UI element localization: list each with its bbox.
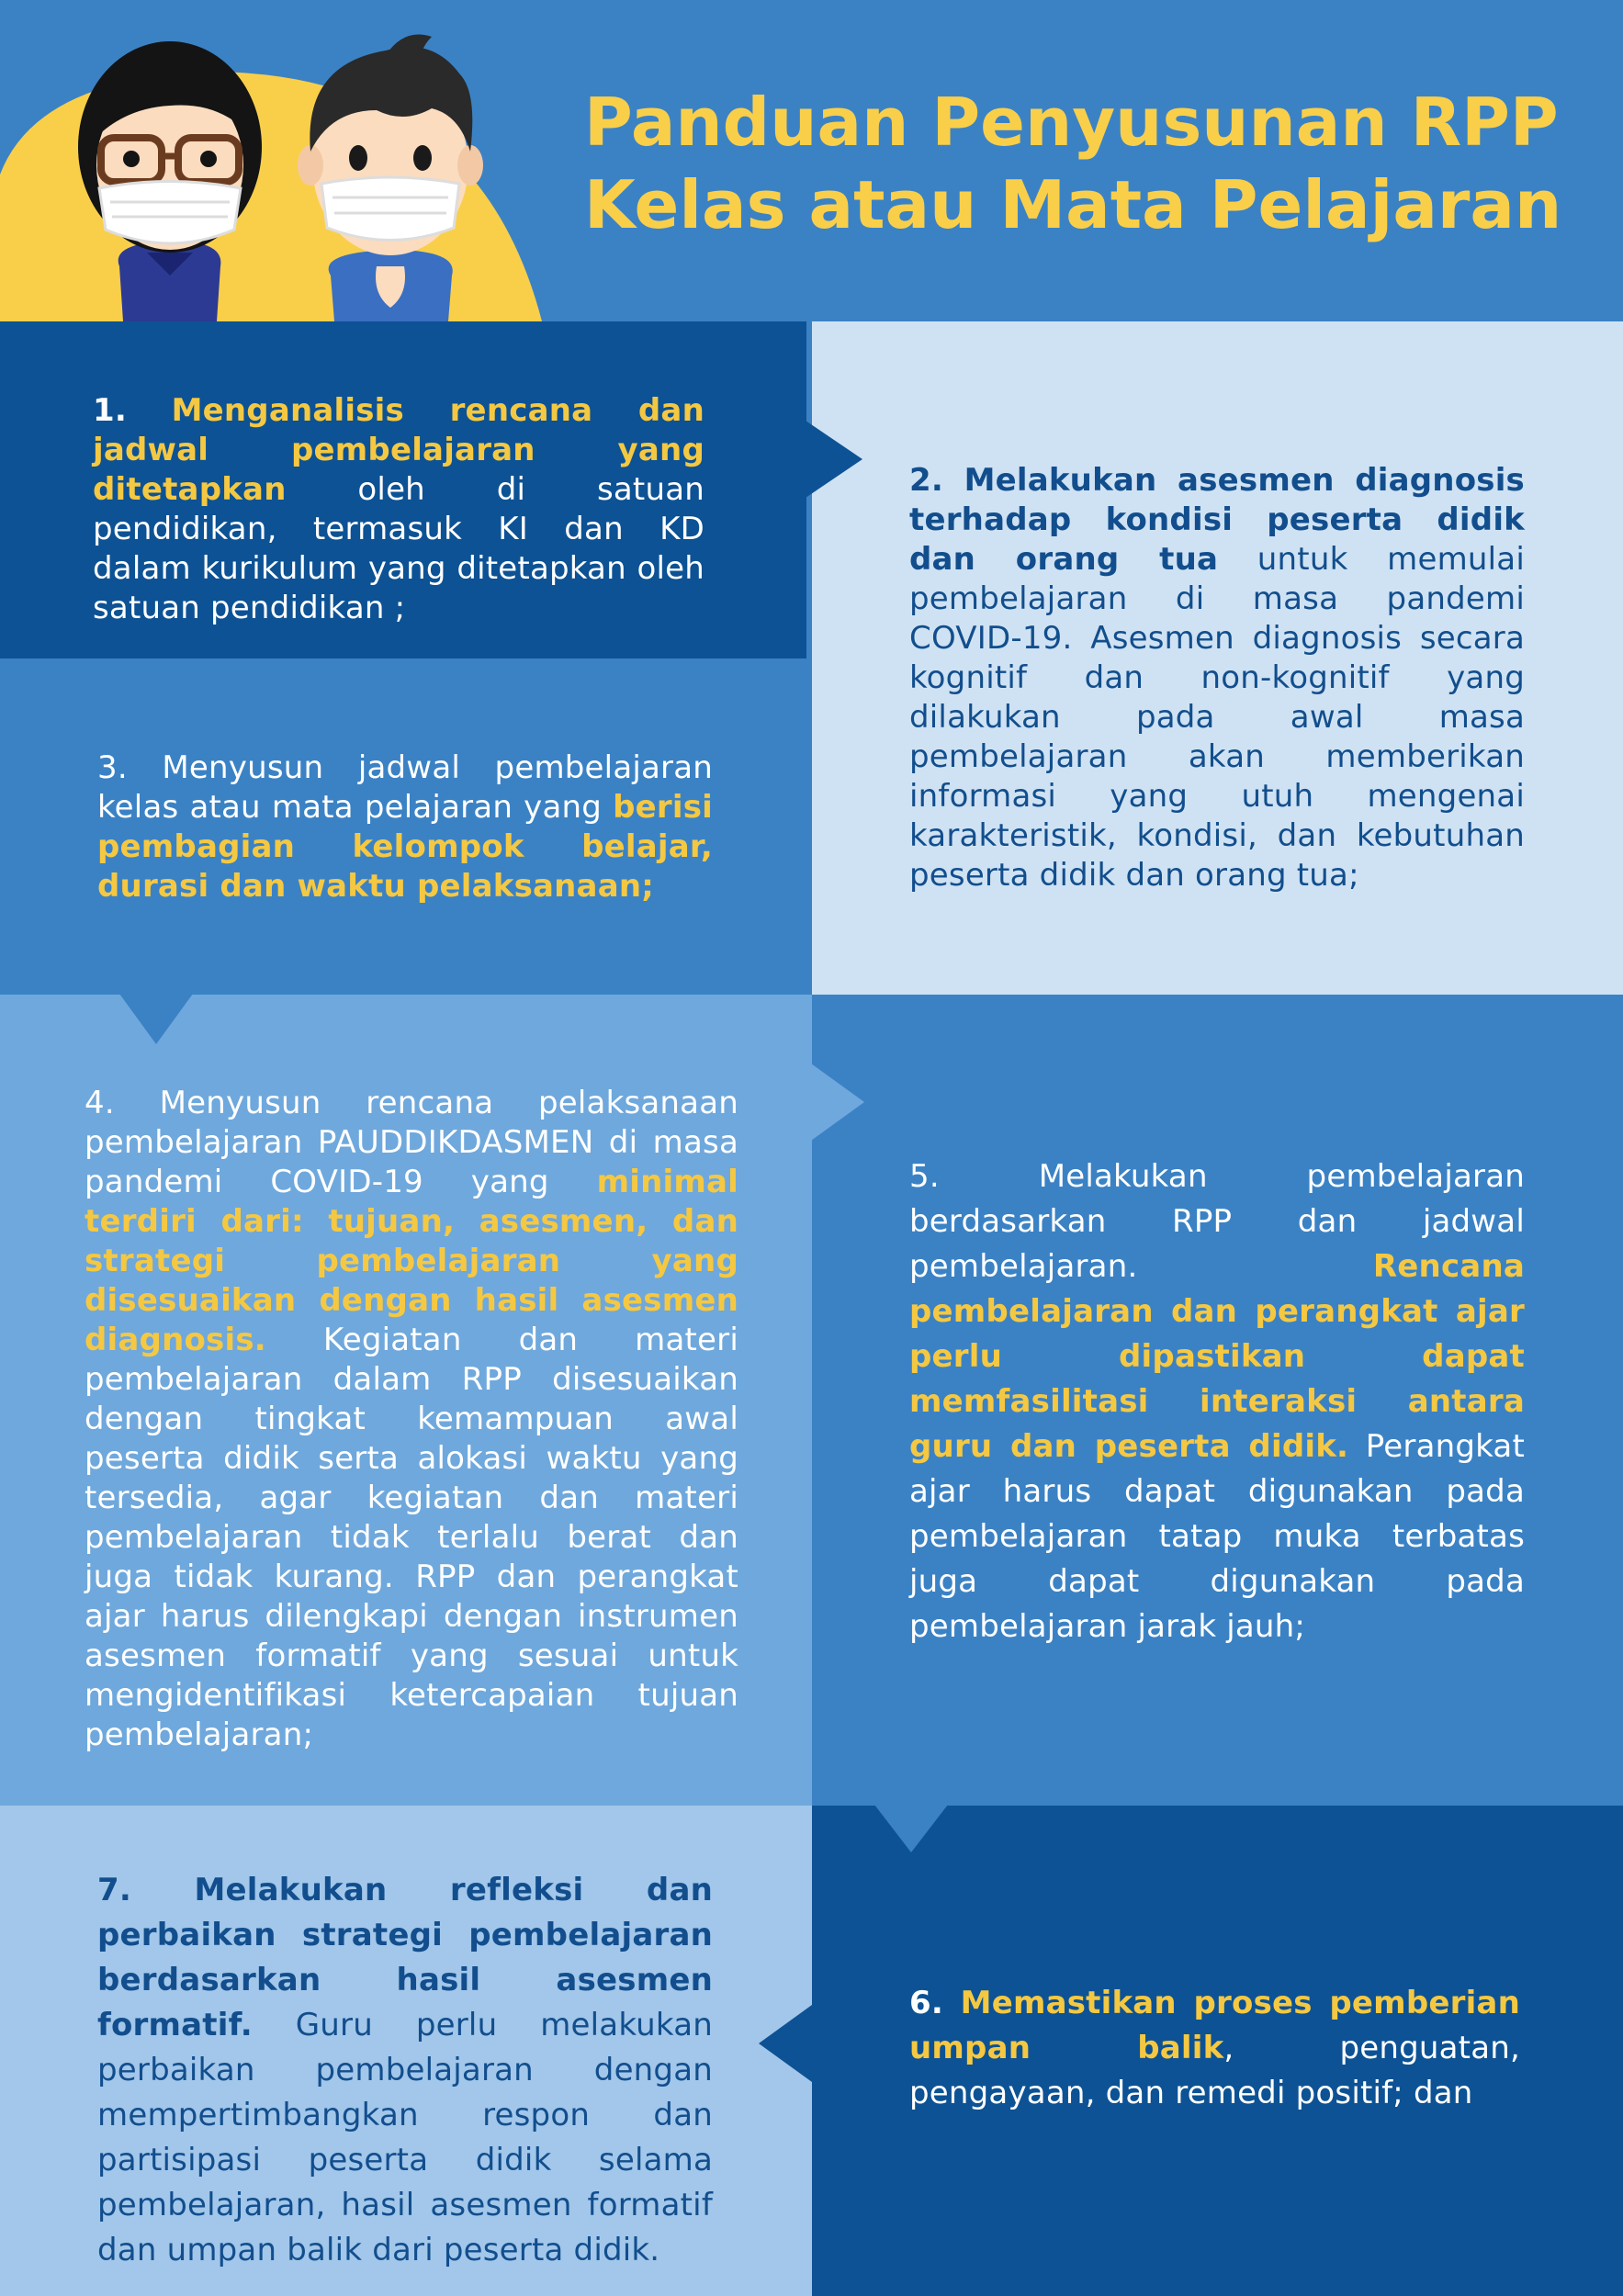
arrow-1-to-2 (806, 421, 862, 498)
arrow-3-to-4 (119, 994, 193, 1044)
step-3-text (97, 748, 713, 906)
step-5-text (909, 1154, 1525, 1649)
step-3-body: 3. Menyusun jadwal pembelajaran kelas atau mata pelajaran yang (97, 749, 713, 826)
step-2-heading: 2. Melakukan asesmen diagnosis terhadap kondisi peserta didik dan orang tua (909, 462, 1525, 578)
step-1-text (93, 391, 704, 628)
arrow-6-to-7 (759, 2005, 812, 2082)
step-4-body: Kegiatan dan materi pembelajaran dalam RPP disesuaikan dengan tingkat kemampuan awal peserta didik serta alokasi waktu yang tersedia, agar kegiatan dan materi pembelajaran tidak terlalu berat dan juga tidak kurang. RPP dan perangkat ajar harus dilengkapi dengan instrumen asesmen formatif yang sesuai untuk mengidentifikasi ketercapaian tujuan pembelajaran; (85, 1322, 738, 1753)
title-line-2: Kelas atau Mata Pelajaran (584, 166, 1562, 243)
step-3-highlight: berisi pembagian kelompok belajar, durasi dan waktu pelaksanaan; (97, 789, 713, 905)
step-1-body: oleh di satuan pendidikan, termasuk KI dan KD dalam kurikulum yang ditetapkan oleh satuan pendidikan ; (93, 471, 704, 626)
teacher-characters-illustration (0, 0, 551, 321)
step-2-body: untuk memulai pembelajaran di masa pandemi COVID-19. Asesmen diagnosis secara kognitif dan non-kognitif yang dilakukan pada awal masa pembelajaran akan memberikan informasi yang utuh mengenai karakteristik, kondisi, dan kebutuhan peserta didik dan orang tua; (909, 541, 1525, 894)
step-5-intro: 5. Melakukan pembelajaran berdasarkan RPP dan jadwal pembelajaran. (909, 1158, 1525, 1285)
step-6-highlight: Memastikan proses pemberian umpan balik (909, 1985, 1520, 2066)
step-2-text (909, 461, 1525, 895)
arrow-2-to-3 (759, 694, 812, 771)
step-4-intro: 4. Menyusun rencana pelaksanaan pembelajaran PAUDDIKDASMEN di masa pandemi COVID-19 yang (85, 1085, 738, 1200)
step-4-highlight: minimal terdiri dari: tujuan, asesmen, dan strategi pembelajaran yang disesuaikan dengan hasil asesmen diagnosis. (85, 1164, 738, 1358)
page-title (584, 81, 1561, 246)
arrow-5-to-6 (874, 1805, 948, 1852)
step-5-body: Perangkat ajar harus dapat digunakan pada pembelajaran tatap muka terbatas juga dapat digunakan pada pembelajaran jarak jauh; (909, 1428, 1525, 1645)
arrow-4-to-5 (811, 1064, 864, 1141)
step-4-text (85, 1084, 738, 1755)
step-7-text (97, 1868, 713, 2273)
step-6-body: , penguatan, pengayaan, dan remedi positif; dan (909, 2030, 1520, 2111)
step-6-number: 6. (909, 1985, 961, 2021)
step-1-highlight: Menganalisis rencana dan jadwal pembelajaran yang ditetapkan (93, 392, 704, 508)
title-line-1: Panduan Penyusunan RPP (584, 84, 1559, 161)
step-6-text (909, 1981, 1520, 2116)
header-banner (0, 0, 1623, 321)
step-7-heading: 7. Melakukan refleksi dan perbaikan strategi pembelajaran berdasarkan hasil asesmen formatif. (97, 1872, 713, 2043)
step-7-body: Guru perlu melakukan perbaikan pembelajaran dengan mempertimbangkan respon dan partisipasi peserta didik selama pembelajaran, hasil asesmen formatif dan umpan balik dari peserta didik. (97, 2007, 713, 2268)
step-5-highlight: Rencana pembelajaran dan perangkat ajar perlu dipastikan dapat memfasilitasi interaksi antara guru dan peserta didik. (909, 1248, 1525, 1465)
step-1-number: 1. (93, 392, 127, 429)
